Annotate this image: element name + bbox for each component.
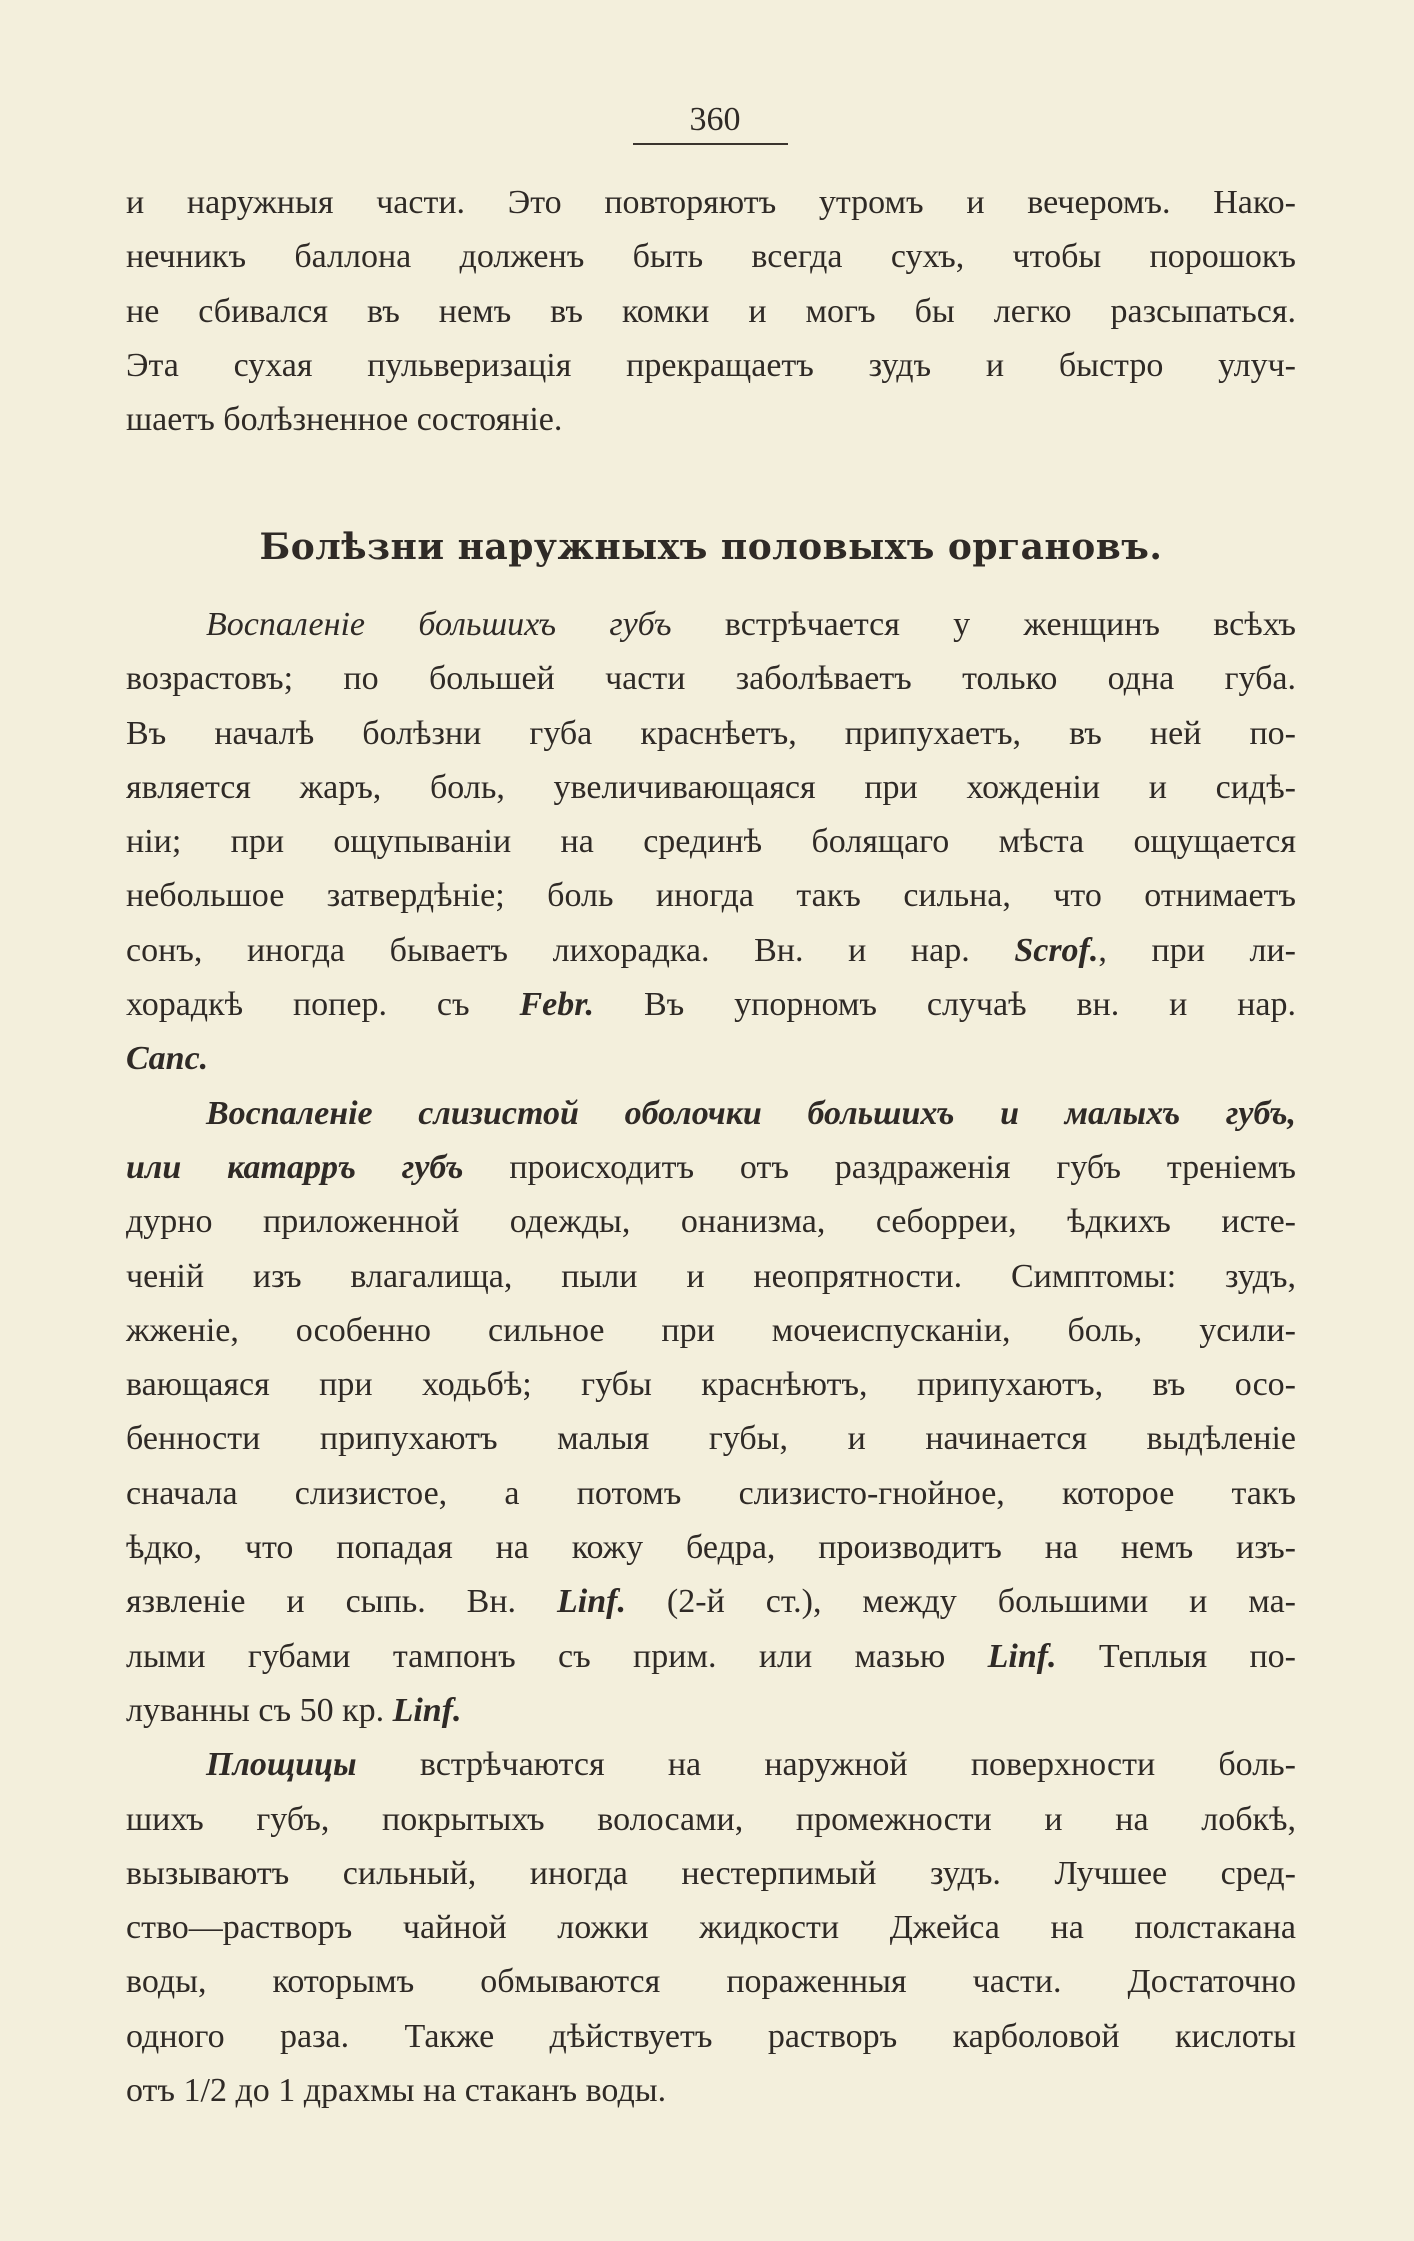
text-run: хорадкѣ попер. съ <box>126 986 520 1024</box>
text-run: луванны съ 50 кр. <box>126 1691 393 1729</box>
text-run: встрѣчается у женщинъ всѣхъ <box>671 606 1296 643</box>
fraction: 1/2 <box>183 2072 227 2110</box>
text-line <box>126 1087 1296 1141</box>
text-line: сначала слизистое, а потомъ слизисто-гнойное, которое такъ <box>126 1474 1296 1512</box>
text-line <box>126 924 1296 978</box>
text-line: возрастовъ; по большей части заболѣваетъ только одна губа. <box>126 660 1296 698</box>
intro-paragraph <box>126 176 1296 447</box>
text-run: лыми губами тампонъ съ прим. или мазью <box>126 1637 988 1675</box>
text-line: Эта сухая пульверизація прекращаетъ зудъ и быстро улуч- <box>126 346 1296 384</box>
page-number-rule <box>633 143 788 145</box>
text-line: вызываютъ сильный, иногда нестерпимый зудъ. Лучшее сред- <box>126 1854 1296 1892</box>
text-line: является жаръ, боль, увеличивающаяся при хожденіи и сидѣ- <box>126 768 1296 806</box>
text-run: , при ли- <box>1098 931 1297 969</box>
text-line: Въ началѣ болѣзни губа краснѣетъ, припухаетъ, въ ней по- <box>126 714 1296 752</box>
term-italic: Воспаленіе слизистой оболочки большихъ и малыхъ губъ, <box>206 1094 1296 1132</box>
text-line: ченій изъ влагалища, пыли и неопрятности. Симптомы: зудъ, <box>126 1257 1296 1295</box>
text-run: встрѣчаются на наружной поверхности боль- <box>356 1746 1296 1784</box>
text-line <box>126 1684 1296 1738</box>
text-run: (2-й ст.), между большими и ма- <box>625 1583 1296 1621</box>
term-italic: Воспаленіе большихъ губъ <box>206 606 672 643</box>
text-line: небольшое затвердѣніе; боль иногда такъ сильна, что отнимаетъ <box>126 877 1296 915</box>
text-line <box>126 1738 1296 1792</box>
text-line: шаетъ болѣзненное состояніе. <box>126 401 563 439</box>
text-line: ѣдко, что попадая на кожу бедра, производитъ на немъ изъ- <box>126 1529 1296 1567</box>
text-run: происходитъ отъ раздраженія губъ треніемъ <box>463 1148 1297 1186</box>
text-run: Въ упорномъ случаѣ вн. и нар. <box>594 986 1296 1024</box>
page-number: 360 <box>689 101 741 138</box>
text-line: ніи; при ощупываніи на срединѣ болящаго мѣста ощущается <box>126 823 1296 861</box>
text-line: жженіе, особенно сильное при мочеиспусканіи, боль, усили- <box>126 1311 1296 1349</box>
text-line: бенности припухаютъ малыя губы, и начинается выдѣленіе <box>126 1420 1296 1458</box>
term-italic: Площицы <box>206 1746 357 1784</box>
text-line <box>126 978 1296 1032</box>
remedy-name: Febr. <box>519 986 595 1024</box>
text-line: не сбивался въ немъ въ комки и могъ бы легко разсыпаться. <box>126 292 1296 330</box>
text-line: вающаяся при ходьбѣ; губы краснѣютъ, припухаютъ, въ осо- <box>126 1366 1296 1404</box>
text-run: сонъ, иногда бываетъ лихорадка. Вн. и нар. <box>126 931 1015 969</box>
text-run: до 1 драхмы на стаканъ воды. <box>226 2072 667 2110</box>
text-run: отъ <box>126 2072 184 2110</box>
text-line: шихъ губъ, покрытыхъ волосами, промежности и на лобкѣ, <box>126 1800 1296 1838</box>
text-line: дурно приложенной одежды, онанизма, себорреи, ѣдкихъ исте- <box>126 1203 1296 1241</box>
remedy-name: Linf. <box>557 1583 626 1621</box>
text-line: нечникъ баллона долженъ быть всегда сухъ, чтобы порошокъ <box>126 238 1296 276</box>
text-line <box>126 1575 1296 1629</box>
remedy-name: Linf. <box>987 1637 1057 1675</box>
remedy-name: Scrof. <box>1014 931 1099 969</box>
text-run: язвленіе и сыпь. Вн. <box>126 1583 558 1621</box>
term-italic: или катарръ губъ <box>126 1148 464 1186</box>
section-heading: Болѣзни наружныхъ половыхъ органовъ. <box>259 526 1163 568</box>
text-line <box>126 2064 1296 2118</box>
remedy-name: Canc. <box>126 1040 209 1078</box>
text-line: ство—растворъ чайной ложки жидкости Джейса на полстакана <box>126 1909 1296 1947</box>
text-line <box>126 1032 1296 1086</box>
text-line <box>126 1141 1296 1195</box>
text-line <box>126 1630 1296 1684</box>
text-line: и наружныя части. Это повторяютъ утромъ и вечеромъ. Нако- <box>126 184 1296 221</box>
text-line: одного раза. Также дѣйствуетъ растворъ карболовой кислоты <box>126 2017 1296 2055</box>
remedy-name: Linf. <box>392 1691 462 1729</box>
text-line: воды, которымъ обмываются пораженныя части. Достаточно <box>126 1963 1296 2001</box>
text-run: Теплыя по- <box>1056 1637 1296 1675</box>
section-body <box>126 598 1296 2118</box>
text-line <box>126 598 1296 652</box>
